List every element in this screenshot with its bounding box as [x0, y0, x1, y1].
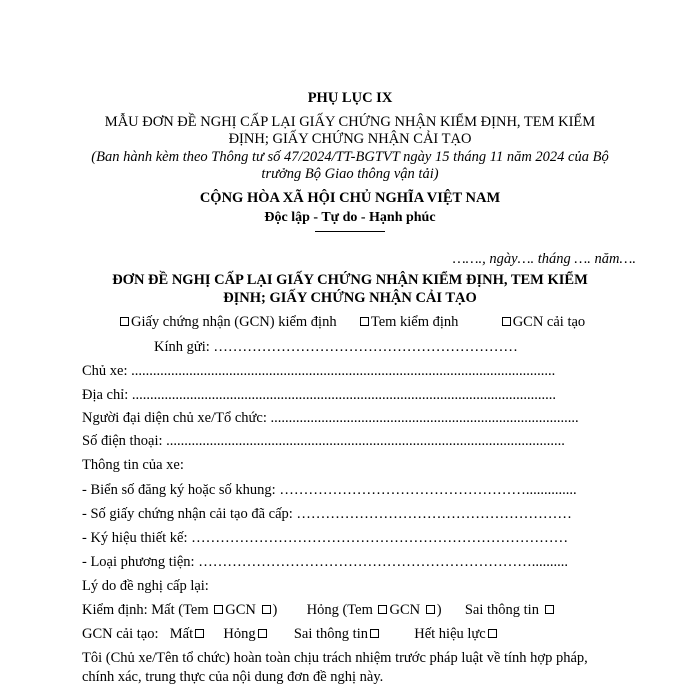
checkbox-gcn-cai-tao[interactable]: [502, 317, 511, 326]
loai-phuong-tien-field[interactable]: - Loại phương tiện: ……………………………………………………………..........: [82, 554, 568, 570]
kiem-dinh-mat-gcn-label: GCN: [225, 602, 256, 618]
kiem-dinh-mat-label: Kiểm định: Mất (Tem: [82, 602, 209, 618]
checkbox-kd-sai-thong-tin[interactable]: [545, 605, 554, 614]
kinh-gui-field[interactable]: Kính gửi: ………………………………………………………: [154, 339, 518, 355]
commitment-line-1: Tôi (Chủ xe/Tên tổ chức) hoàn toàn chịu trách nhiệm trước pháp luật về tính hợp pháp,: [82, 650, 588, 666]
form-template-title-line-1: MẪU ĐƠN ĐỀ NGHỊ CẤP LẠI GIẤY CHỨNG NHẬN KIỂM ĐỊNH, TEM KIỂM: [104, 114, 596, 130]
so-dien-thoai-field[interactable]: Số điện thoại: ..............................................................................................................: [82, 433, 565, 449]
form-title-line-1: ĐƠN ĐỀ NGHỊ CẤP LẠI GIẤY CHỨNG NHẬN KIỂM ĐỊNH, TEM KIỂM: [112, 272, 588, 288]
cai-tao-reasons: [82, 625, 499, 643]
cai-tao-het-label: Hết hiệu lực: [414, 626, 486, 642]
motto-underline: [315, 231, 385, 232]
checkbox-kd-hong-gcn[interactable]: [426, 605, 435, 614]
date-line: ……., ngày…. tháng …. năm….: [452, 251, 636, 267]
issued-note-line-2: trưởng Bộ Giao thông vận tải): [261, 166, 439, 182]
appendix-heading: PHỤ LỤC IX: [307, 90, 393, 106]
checkbox-kd-mat-gcn[interactable]: [262, 605, 271, 614]
request-type-options: [118, 313, 585, 331]
checkbox-ct-mat[interactable]: [195, 629, 204, 638]
kiem-dinh-reasons: Kiểm định: Mất (Tem GCN ) Hỏng (Tem GCN ) Sai thông tin: [82, 601, 556, 619]
kiem-dinh-sai-label: Sai thông tin: [464, 602, 539, 618]
checkbox-ct-hong[interactable]: [258, 629, 267, 638]
checkbox-kd-hong-tem[interactable]: [378, 605, 387, 614]
form-title-line-2: ĐỊNH; GIẤY CHỨNG NHẬN CẢI TẠO: [223, 290, 477, 306]
checkbox-ct-sai-thong-tin[interactable]: [370, 629, 379, 638]
nation-heading: CỘNG HÒA XÃ HỘI CHỦ NGHĨA VIỆT NAM: [199, 190, 501, 206]
nguoi-dai-dien-field[interactable]: Người đại diện chủ xe/Tổ chức: .....................................................................................: [82, 410, 579, 426]
checkbox-kd-mat-tem[interactable]: [214, 605, 223, 614]
option-gcn-kiem-dinh-label: Giấy chứng nhận (GCN) kiểm định: [131, 314, 337, 330]
cai-tao-hong-label: Hỏng: [223, 626, 256, 642]
chu-xe-field[interactable]: Chủ xe: .....................................................................................................................: [82, 363, 556, 379]
option-tem-kiem-dinh-label: Tem kiểm định: [370, 314, 459, 330]
motto: Độc lập - Tự do - Hạnh phúc: [264, 210, 436, 225]
cai-tao-mat-label: Mất: [169, 626, 194, 642]
issued-note-line-1: (Ban hành kèm theo Thông tư số 47/2024/TT-BGTVT ngày 15 tháng 11 năm 2024 của Bộ: [91, 149, 609, 165]
dia-chi-field[interactable]: Địa chỉ: .....................................................................................................................: [82, 387, 557, 403]
form-template-title-line-2: ĐỊNH; GIẤY CHỨNG NHẬN CẢI TẠO: [228, 131, 472, 147]
bien-so-field[interactable]: - Biển số đăng ký hoặc số khung: ……………………………………………..............: [82, 482, 577, 498]
kiem-dinh-hong-gcn-label: GCN: [389, 602, 421, 618]
checkbox-gcn-kiem-dinh[interactable]: [120, 317, 129, 326]
checkbox-ct-het-hieu-luc[interactable]: [488, 629, 497, 638]
vehicle-info-heading: Thông tin của xe:: [82, 457, 184, 473]
ky-hieu-field[interactable]: - Ký hiệu thiết kế: ……………………………………………………………………: [82, 530, 569, 546]
cai-tao-sai-label: Sai thông tin: [293, 626, 368, 642]
option-gcn-cai-tao-label: GCN cải tạo: [512, 314, 586, 330]
checkbox-tem-kiem-dinh[interactable]: [360, 317, 369, 326]
cai-tao-label: GCN cải tạo:: [82, 626, 159, 642]
reason-heading: Lý do đề nghị cấp lại:: [82, 578, 209, 594]
so-giay-cn-field[interactable]: - Số giấy chứng nhận cải tạo đã cấp: …………………………………………………: [82, 506, 572, 522]
kiem-dinh-hong-label: Hỏng (Tem: [306, 602, 373, 618]
commitment-line-2: chính xác, trung thực của nội dung đơn đề nghị này.: [82, 669, 384, 685]
